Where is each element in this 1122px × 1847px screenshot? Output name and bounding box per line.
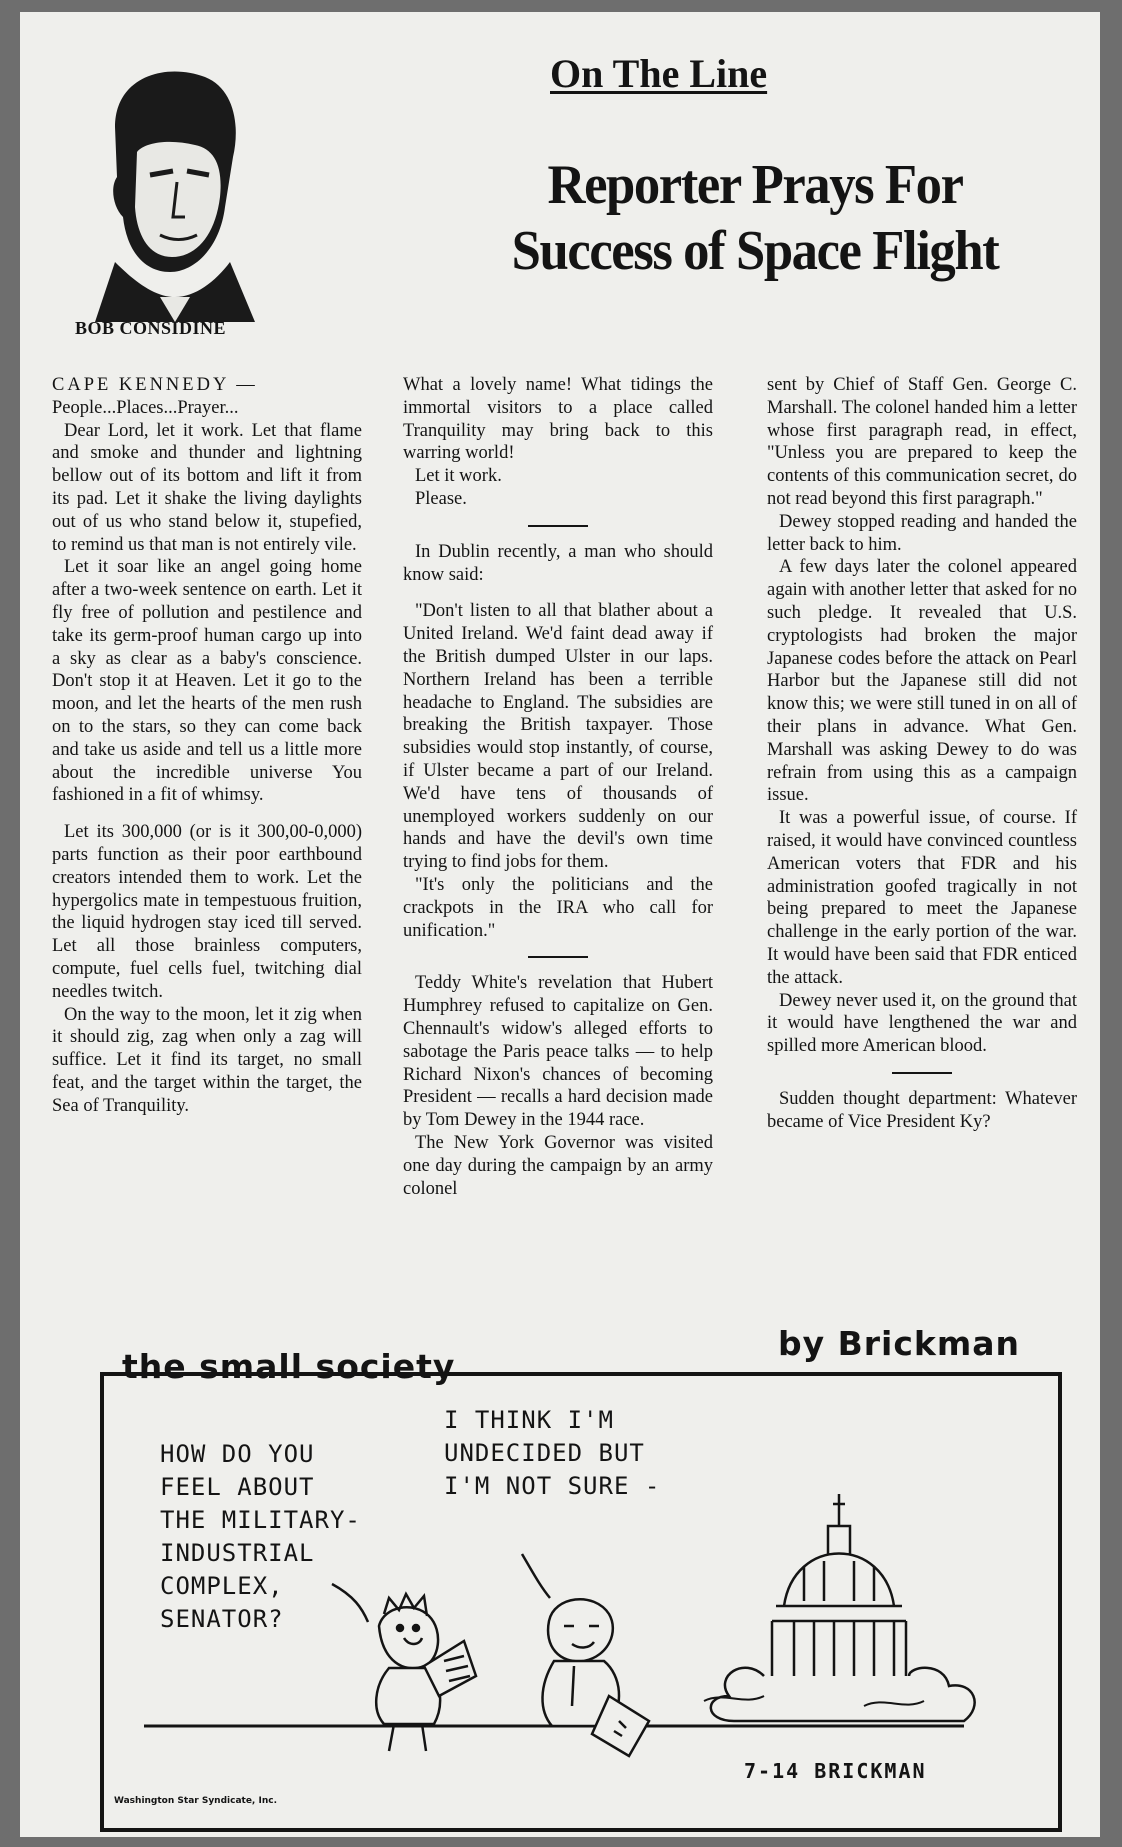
paragraph: Dewey never used it, on the ground that it would have lengthened the war and spilled more American blood.: [767, 990, 1077, 1057]
speech-bubble-reporter: [160, 1438, 460, 1636]
cartoon-credit: by Brickman: [778, 1324, 1021, 1363]
paragraph: On the way to the moon, let it zig when it should zig, zag when only a zag will suffice. Let it find its target, no small feat, and the target within the target, the Sea of Tranquility.: [52, 1004, 362, 1116]
paragraph: "Don't listen to all that blather about a United Ireland. We'd faint dead away if the British dumped Ulster in our laps. Northern Ireland has been a terrible headache to England. The subsidies are breaking the British taxpayer. Those subsidies would stop instantly, of course, if Ulster became a part of our Ireland. We'd have tens of thousands of unemployed workers suddenly on our hands and have the devil's own time trying to find jobs for them.: [403, 601, 713, 873]
bubble-line: FEEL ABOUT: [160, 1473, 315, 1501]
paragraph: People...Places...Prayer...: [52, 397, 239, 418]
syndicate-copyright: Washington Star Syndicate, Inc.: [114, 1796, 277, 1806]
paragraph: What a lovely name! What tidings the immortal visitors to a place called Tranquility may bring back to this warring world!: [403, 375, 713, 464]
paragraph: Dewey stopped reading and handed the letter back to him.: [767, 511, 1077, 555]
columnist-portrait: [75, 57, 255, 322]
bubble-line: HOW DO YOU: [160, 1440, 315, 1468]
cartoon-panel: [100, 1372, 1062, 1832]
article-column-1: [52, 374, 362, 1118]
section-rule: [528, 956, 588, 958]
article-column-3: [767, 374, 1077, 1134]
bubble-line: UNDECIDED BUT: [444, 1439, 645, 1467]
paragraph: A few days later the colonel appeared again with another letter that asked for no such pledge. It revealed that U.S. cryptologists had broken the major Japanese codes before the attack on Pearl Harbor but the Japanese still did not know this; we were still tuned in on all of their plans in advance. What Gen. Marshall was asking Dewey to do was refrain from using this as a campaign issue.: [767, 557, 1077, 806]
byline: BOB CONSIDINE: [75, 318, 227, 338]
paragraph: Please.: [415, 488, 467, 509]
headline-line-2: Success of Space Flight: [511, 220, 999, 282]
bubble-line: I THINK I'M: [444, 1406, 614, 1434]
bubble-line: COMPLEX,: [160, 1572, 284, 1600]
paragraph: Let it soar like an angel going home after a two-week sentence on earth. Let it fly free of pollution and pestilence and take its germ-proof human cargo up into a sky as clear as a baby's conscience. Don't stop it at Heaven. Let it go to the moon, and let the hearts of the men rush on to the stars, so they can come back and take us aside and tell us a little more about the incredible universe You fashioned in a fit of whimsy.: [52, 557, 362, 806]
paragraph: Sudden thought department: Whatever became of Vice President Ky?: [767, 1088, 1077, 1132]
cartoon-title: the small society: [122, 1347, 456, 1386]
speech-bubble-senator: [444, 1404, 774, 1503]
paragraph: The New York Governor was visited one day during the campaign by an army colonel: [403, 1132, 713, 1199]
paragraph: sent by Chief of Staff Gen. George C. Marshall. The colonel handed him a letter whose first paragraph read, in effect, "Unless you are prepared to keep the contents of this communication secret, do not read beyond this first paragraph.": [767, 375, 1077, 509]
capitol-dome-icon: [711, 1494, 975, 1721]
paragraph: "It's only the politicians and the crackpots in the IRA who call for unification.": [403, 874, 713, 941]
bubble-line: THE MILITARY-: [160, 1506, 361, 1534]
article-column-2: [403, 374, 713, 1200]
paragraph: Teddy White's revelation that Hubert Humphrey refused to capitalize on Gen. Chennault's widow's alleged efforts to sabotage the Paris peace talks — to help Richard Nixon's chances of becoming President — recalls a hard decision made by Tom Dewey in the 1944 race.: [403, 973, 713, 1131]
dateline: CAPE KENNEDY —: [52, 375, 258, 395]
headline: [478, 152, 1033, 284]
cartoonist-signature: 7-14 BRICKMAN: [744, 1759, 927, 1783]
paragraph: Let it work.: [415, 466, 502, 487]
section-rule: [892, 1072, 952, 1074]
bubble-line: I'M NOT SURE -: [444, 1472, 661, 1500]
bubble-line: SENATOR?: [160, 1605, 284, 1633]
paragraph: Let its 300,000 (or is it 300,00-0,000) parts function as their poor earthbound creators intended them to work. Let the hypergolics mate in tempestuous fruition, the liquid hydrogen stay iced till served. Let all those brainless computers, compute, fuel cells fuel, twitching dial needles twitch.: [52, 822, 362, 1002]
newspaper-page: [20, 12, 1100, 1837]
column-kicker: On The Line: [550, 51, 768, 96]
paragraph: It was a powerful issue, of course. If raised, it would have convinced countless American voters that FDR and his administration goofed tragically in not being prepared to meet the Japanese challenge in the early portion of the war. It would have been said that FDR enticed the attack.: [767, 808, 1077, 988]
section-rule: [528, 525, 588, 527]
bubble-line: INDUSTRIAL: [160, 1539, 315, 1567]
headline-line-1: Reporter Prays For: [547, 154, 963, 216]
senator-figure-icon: [542, 1599, 649, 1756]
paragraph: Dear Lord, let it work. Let that flame and smoke and thunder and lightning bellow out of its bottom and lift it from its pad. Let it shake the living daylights out of us who stand below it, stupefied, to remind us that man is not entirely vile.: [52, 420, 362, 555]
paragraph: In Dublin recently, a man who should know said:: [403, 541, 713, 585]
